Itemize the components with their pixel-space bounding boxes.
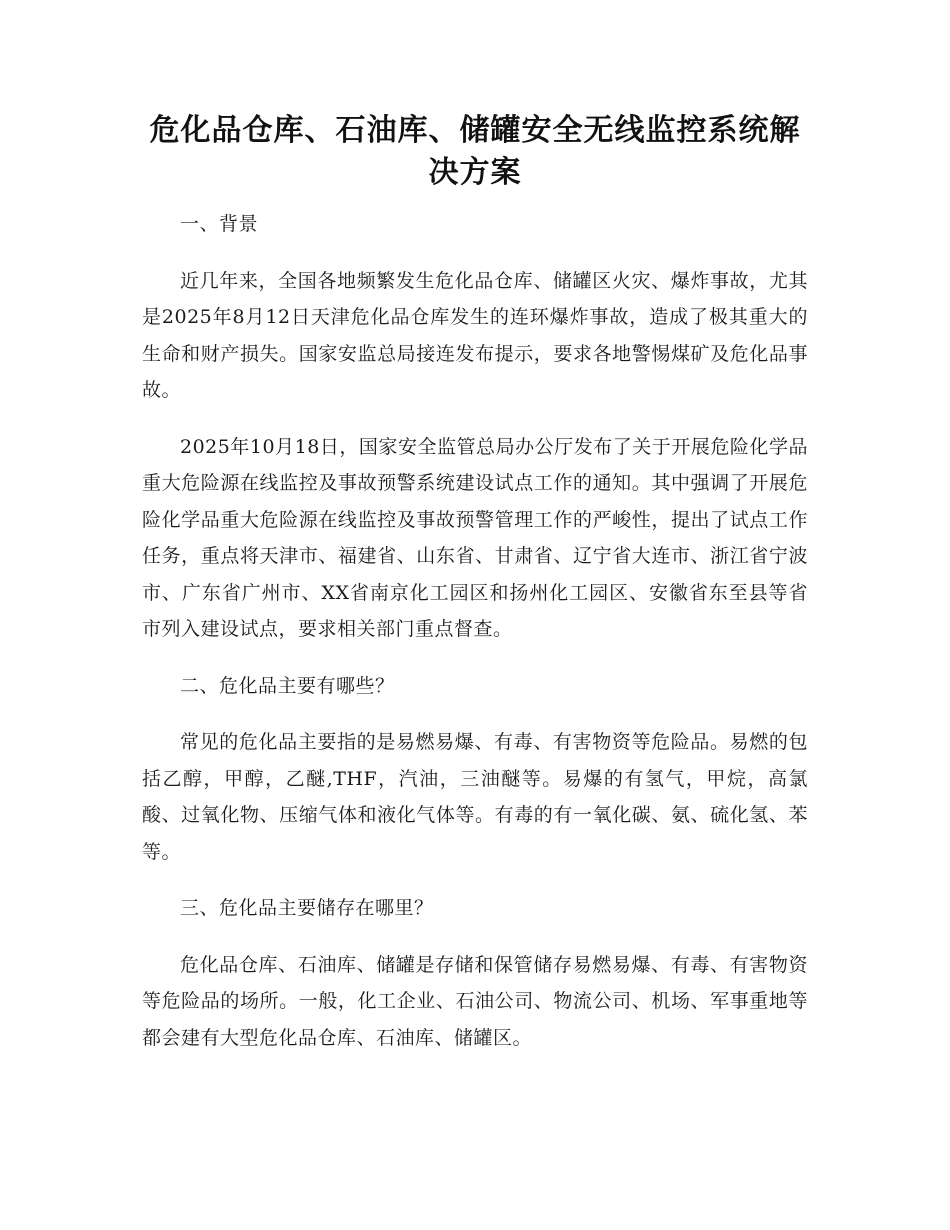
paragraph-hazmat-storage: 危化品仓库、石油库、储罐是存储和保管储存易燃易爆、有毒、有害物资等危险品的场所。一般，化工企业、石油公司、物流公司、机场、军事重地等都会建有大型危化品仓库、石油库、储罐区。 (142, 953, 808, 1049)
spacer (142, 243, 808, 263)
document-title-line-1: 危化品仓库、石油库、储罐安全无线监控系统解 (149, 113, 801, 148)
spacer (142, 409, 808, 429)
paragraph-background-1: 近几年来，全国各地频繁发生危化品仓库、储罐区火灾、爆炸事故，尤其是2025年8月12日天津危化品仓库发生的连环爆炸事故，造成了极其重大的生命和财产损失。国家安监总局接连发布提示，要求各地警惕煤矿及危化品事故。 (142, 269, 808, 401)
spacer (142, 648, 808, 668)
spacer (142, 927, 808, 947)
paragraph-background-2: 2025年10月18日，国家安全监管总局办公厅发布了关于开展危险化学品重大危险源在线监控及事故预警系统建设试点工作的通知。其中强调了开展危险化学品重大危险源在线监控及事故预警管理工作的严峻性，提出了试点工作任务，重点将天津市、福建省、山东省、甘肃省、辽宁省大连市、浙江省宁波市、广东省广州市、XX省南京化工园区和扬州化工园区、安徽省东至县等省市列入建设试点，要求相关部门重点督查。 (142, 435, 808, 640)
section-heading-background: 一、背景 (180, 213, 259, 235)
section-heading-hazmat-storage: 三、危化品主要储存在哪里？ (180, 897, 434, 919)
document-title-line-2: 决方案 (428, 155, 522, 190)
document-title (140, 110, 810, 194)
spacer (142, 870, 808, 890)
section-heading-hazmat-types: 二、危化品主要有哪些？ (180, 674, 395, 697)
spacer (142, 704, 808, 724)
paragraph-hazmat-types: 常见的危化品主要指的是易燃易爆、有毒、有害物资等危险品。易燃的包括乙醇，甲醇，乙醚,THF，汽油，三油醚等。易爆的有氢气，甲烷，高氯酸、过氧化物、压缩气体和液化气体等。有毒的有一氧化碳、氨、硫化氢、苯等。 (142, 731, 808, 863)
document-body (142, 206, 808, 1056)
